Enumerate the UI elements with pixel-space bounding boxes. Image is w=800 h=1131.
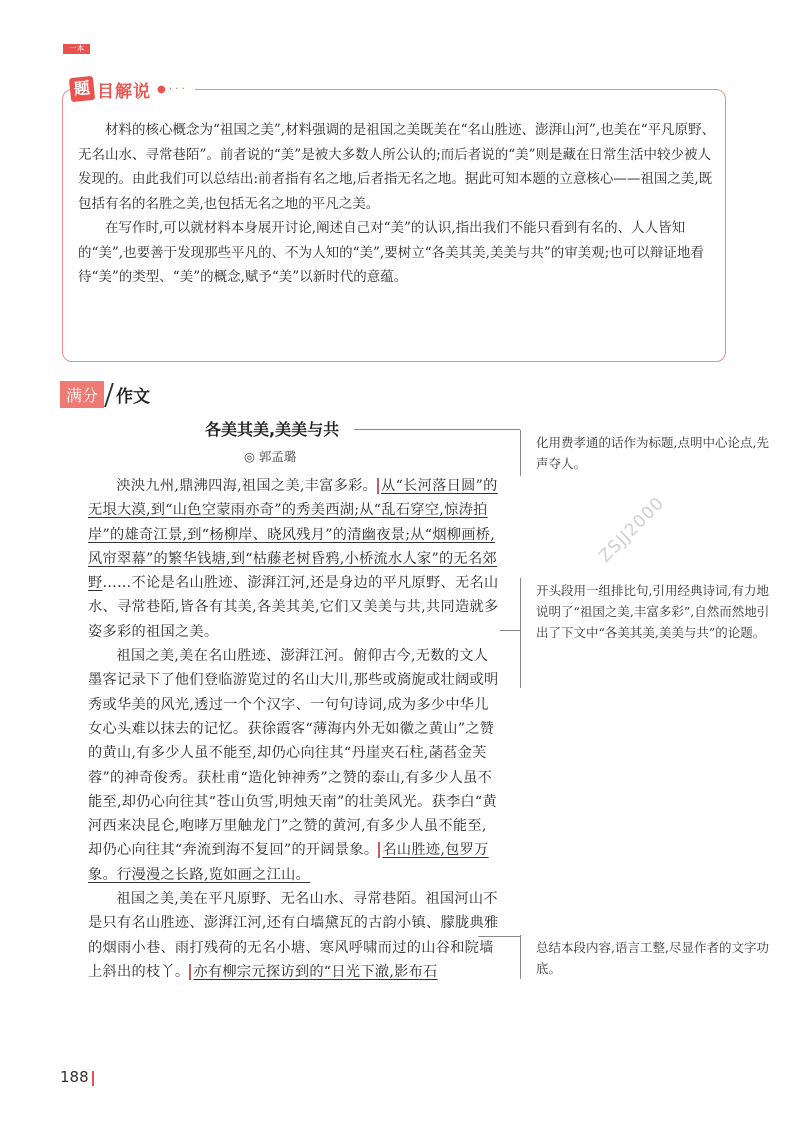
- connector-line-3: [478, 936, 520, 937]
- page-number-bar: [92, 1071, 94, 1086]
- annotation-note-1: 化用费孝通的话作为标题,点明中心论点,先声夺人。: [536, 435, 769, 471]
- essay-author: ◎ 郭孟璐: [244, 449, 297, 464]
- analysis-text: [78, 118, 718, 290]
- section-header: [60, 381, 150, 408]
- essay-paragraph-1: [88, 474, 500, 644]
- essay-body: [88, 474, 500, 984]
- essay-p3-quote: 亦有柳宗元探访到的“日光下澈,影布石: [189, 964, 437, 980]
- note-bar-2: [520, 578, 521, 688]
- annotation-note-2: 开头段用一组排比句,引用经典诗词,有力地说明了“祖国之美,丰富多彩”,自然而然地引出了下文中“各美其美,美美与共”的论题。: [536, 583, 770, 640]
- essay-p1-parallelism: 从“长河落日圆”的无垠大漠,到“山色空蒙雨亦奇”的秀美西湖;从“乱石穿空,惊涛拍岸”的雄奇江景,到“杨柳岸、晓风残月”的清幽夜景;从“烟柳画桥,风帘翠幕”的繁华钱塘,到“枯藤老树昏鸦,小桥流水人家”的无名郊野: [88, 478, 498, 592]
- essay-p2-summary: 名山胜迹,包罗万象。行漫漫之长路,览如画之江山。: [88, 842, 489, 883]
- essay-p2-body: 祖国之美,美在名山胜迹、澎湃江河。俯仰古今,无数的文人墨客记录下了他们登临游览过的名山大川,那些或旖旎或壮阔或明秀或华美的风光,透过一个个汉字、一句句诗词,成为多少中华儿女心头难以抹去的记忆。获徐霞客“薄海内外无如徽之黄山”之赞的黄山,有多少人虽不能至,却仍心向往其“丹崖夹石柱,菡萏金芙蓉”的神奇俊秀。获杜甫“造化钟神秀”之赞的泰山,有多少人虽不能至,却仍心向往其“苍山负雪,明烛天南”的壮美风光。获李白“黄河西来决昆仑,咆哮万里触龙门”之赞的黄河,有多少人虽不能至,却仍心向往其“奔流到海不复回”的开阔景象。: [88, 648, 499, 859]
- essay-paragraph-2: [88, 644, 500, 887]
- essay-paragraph-3: [88, 887, 500, 984]
- essay-p1-opening: 泱泱九州,鼎沸四海,祖国之美,丰富多彩。: [116, 478, 378, 494]
- analysis-title-rest: 目解说: [97, 81, 151, 102]
- connector-line-2: [500, 630, 520, 631]
- section-label: 作文: [116, 387, 151, 407]
- chapter-tab: 一本: [63, 44, 90, 54]
- essay-title: 各美其美,美美与共: [205, 420, 340, 439]
- dots-decoration-icon: ● · · ·: [157, 83, 185, 95]
- slash-divider-icon: [104, 383, 114, 407]
- essay-p3-body: 祖国之美,美在平凡原野、无名山水、寻常巷陌。祖国河山不是只有名山胜迹、澎湃江河,还有白墙黛瓦的古韵小镇、朦胧典雅的烟雨小巷、雨打残荷的无名小塘、寒风呼啸而过的山谷和院墙上斜出的枝丫。: [88, 891, 499, 980]
- note-bar-3: [520, 935, 521, 979]
- annotation-note-3: 总结本段内容,语言工整,尽显作者的文字功底。: [536, 940, 769, 976]
- analysis-title: [70, 75, 195, 103]
- essay-p1-rest: ……不论是名山胜迹、澎湃江河,还是身边的平凡原野、无名山水、寻常巷陌,皆各有其美,各美其美,它们又美美与共,共同造就多姿多彩的祖国之美。: [88, 575, 499, 640]
- connector-line-1: [354, 429, 520, 430]
- watermark: ZSJJ2000: [595, 493, 669, 567]
- note-bar-1: [520, 430, 521, 476]
- section-badge: 满分: [60, 381, 104, 408]
- analysis-paragraph: 在写作时,可以就材料本身展开讨论,阐述自己对“美”的认识,指出我们不能只看到有名的、人人皆知的“美”,也要善于发现那些平凡的、不为人知的“美”,要树立“各美其美,美美与共”的审美观;也可以辩证地看待“美”的类型、“美”的概念,赋予“美”以新时代的意蕴。: [78, 220, 704, 285]
- page-number: 188: [60, 1068, 89, 1086]
- analysis-paragraph: 材料的核心概念为“祖国之美”,材料强调的是祖国之美既美在“名山胜迹、澎湃山河”,也美在“平凡原野、无名山水、寻常巷陌”。前者说的“美”是被大多数人所公认的;而后者说的“美”则是藏在日常生活中较少被人发现的。由此我们可以总结出:前者指有名之地,后者指无名之地。据此可知本题的立意核心——祖国之美,既包括有名的名胜之美,也包括无名之地的平凡之美。: [78, 122, 716, 212]
- analysis-title-char: 题: [69, 76, 95, 102]
